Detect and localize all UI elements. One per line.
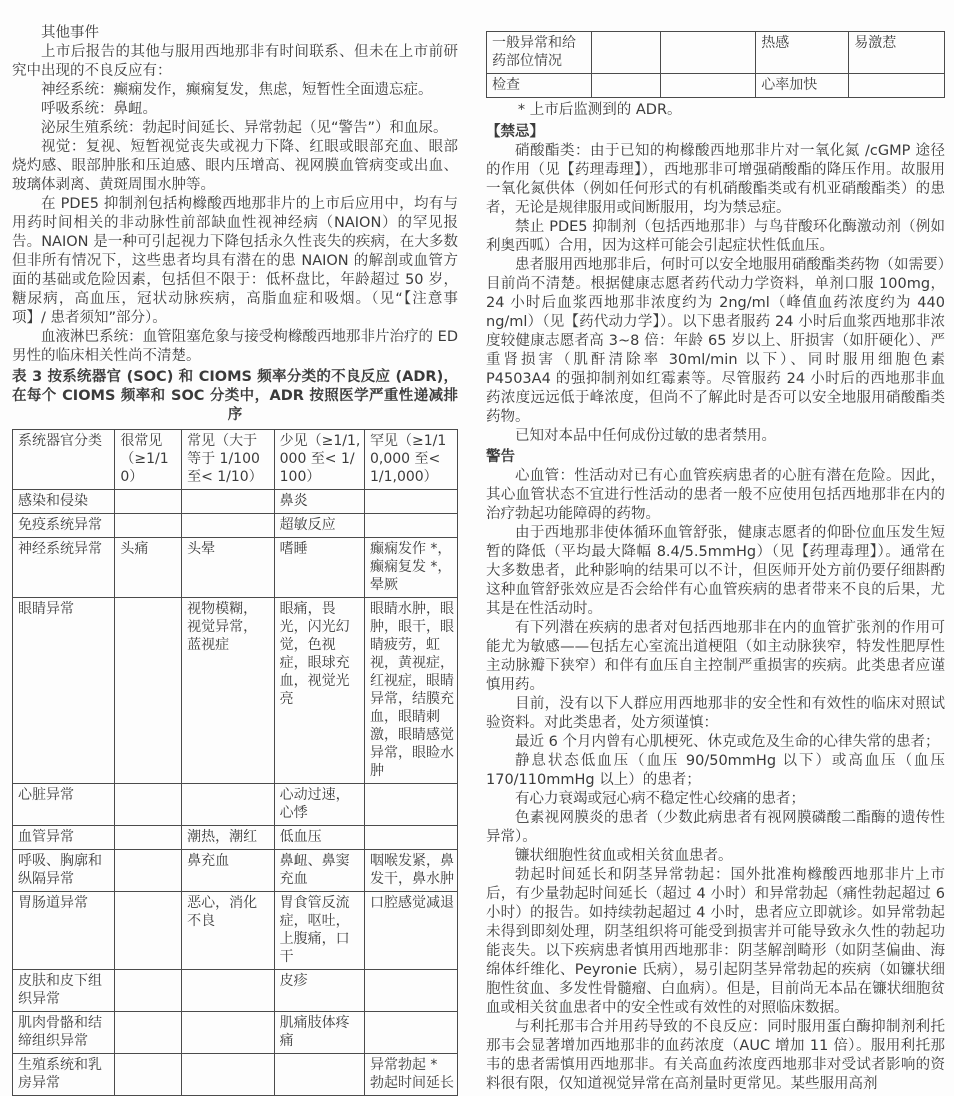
- adr-cell: [182, 970, 275, 1012]
- adr-table-row: [13, 850, 458, 892]
- adr-cell: 胃食管反流症，呕吐，上腹痛，口干: [274, 892, 364, 970]
- paragraph: 神经系统：癫痫发作，癫痫复发，焦虑，短暂性全面遗忘症。: [41, 82, 433, 98]
- adr-table-row: [13, 892, 458, 970]
- adr-cell: 鼻充血: [182, 850, 275, 892]
- adr-cell: [592, 74, 661, 98]
- adr-cell: 嗜睡: [274, 538, 364, 598]
- paragraph: 由于西地那非使体循环血管舒张，健康志愿者的仰卧位血压发生短暂的降低（平均最大降幅 8.4/5.5mmHg）（见【药理毒理】）。通常在大多数患者，此种影响的结果可以不计，但医师开处方前仍要仔细斟酌这种血管舒张效应是否会给伴有心血管疾病的患者带来不良的后果，尤其是在性活动时。: [486, 525, 945, 617]
- adr-table-row: [13, 514, 458, 538]
- adr-header-cell: 系统器官分类: [13, 430, 115, 490]
- paragraph: 泌尿生殖系统：勃起时间延长、异常勃起（见“警告”）和血尿。: [41, 120, 448, 136]
- paragraph: 目前，没有以下人群应用西地那非的安全性和有效性的临床对照试验资料。对此类患者，处方须谨慎：: [486, 696, 945, 731]
- adr-cell: 心动过速，心悸: [274, 784, 364, 826]
- adr-cell: [661, 74, 756, 98]
- paragraph: 有下列潜在疾病的患者对包括西地那非在内的血管扩张剂的作用可能尤为敏感——包括左心室流出道梗阻（如主动脉狭窄，特发性肥厚性主动脉瓣下狭窄）和伴有血压自主控制严重损害的疾病。此类患者应谨慎用药。: [486, 620, 945, 693]
- adr-cell: [182, 514, 275, 538]
- adr-table-row: [13, 598, 458, 784]
- adr-table-row: [13, 490, 458, 514]
- adr-cell: [274, 1054, 364, 1096]
- adr-table-row: [13, 1012, 458, 1054]
- adr-cell: 异常勃起 * 勃起时间延长: [364, 1054, 457, 1096]
- paragraph: 与利托那韦合并用药导致的不良反应：同时服用蛋白酶抑制剂利托那韦会显著增加西地那非的血药浓度（AUC 增加 11 倍）。服用利托那韦的患者需慎用西地那非。有关高血药浓度西地那非对受试者影响的资料很有限，仅知道视觉异常在高剂量时更常见。某些服用高剂: [486, 1019, 945, 1092]
- adr-header-cell: 少见（≥1/1,000 至< 1/100）: [274, 430, 364, 490]
- paragraph: 硝酸酯类：由于已知的枸橼酸西地那非片对一氧化氮 /cGMP 途径的作用（见【药理毒理】），西地那非可增强硝酸酯的降压作用。故服用一氧化氮供体（例如任何形式的有机硝酸酯类或有机亚硝酸酯类）的患者，无论是规律服用或间断服用，均为禁忌症。: [486, 143, 945, 216]
- adr-cell: [849, 74, 945, 98]
- adr-cell: 易激惹: [849, 32, 945, 74]
- paragraph: 患者服用西地那非后，何时可以安全地服用硝酸酯类药物（如需要）目前尚不清楚。根据健康志愿者药代动力学资料，单剂口服 100mg，24 小时后血浆西地那非浓度约为 2ng/ml（峰值血药浓度约为 440 ng/ml）（见【药代动力学】）。以下患者服药 24 小时后血浆西地那非浓度较健康志愿者高 3~8 倍：年龄 65 岁以上、肝损害（如肝硬化）、严重肾损害（肌酐清除率 30ml/min 以下）、同时服用细胞色素 P4503A4 的强抑制剂如红霉素等。尽管服药 24 小时后的西地那非血药浓度远远低于峰浓度，但尚不了解此时是否可以安全地服用硝酸酯类药物。: [486, 257, 945, 425]
- adr-cell: [115, 490, 182, 514]
- adr-cell: [661, 32, 756, 74]
- paragraph: 在 PDE5 抑制剂包括枸橼酸西地那非片的上市后应用中，均有与用药时间相关的非动脉性前部缺血性视神经病（NAION）的罕见报告。NAION 是一种可引起视力下降包括永久性丧失的疾病，在大多数但非所有情况下，这些患者均具有潜在的患 NAION 的解剖或血管方面的基础或危险因素，包括但不限于：低杯盘比，年龄超过 50 岁，糖尿病，高血压，冠状动脉疾病，高脂血症和吸烟。（见“【注意事项】/ 患者须知”部分）。: [12, 196, 458, 326]
- adr-cell: [364, 970, 457, 1012]
- table3-caption: 表 3 按系统器官 (SOC) 和 CIOMS 频率分类的不良反应 (ADR)，在每个 CIOMS 频率和 SOC 分类中，ADR 按照医学严重性递减排序: [12, 369, 458, 423]
- paragraph: 镰状细胞性贫血或相关贫血患者。: [515, 848, 733, 864]
- adr-cell: 口腔感觉减退: [364, 892, 457, 970]
- adr-cell: 鼻炎: [274, 490, 364, 514]
- table-footnote: * 上市后监测到的 ADR。: [517, 102, 682, 118]
- adr-header-cell: 很常见（≥1/10）: [115, 430, 182, 490]
- adr-cell: 皮疹: [274, 970, 364, 1012]
- adr-cell: 头痛: [115, 538, 182, 598]
- adr-cell: 胃肠道异常: [13, 892, 115, 970]
- adr-cell: [115, 970, 182, 1012]
- adr-cell: [115, 826, 182, 850]
- contraindications-warnings-sections: [486, 122, 945, 1094]
- paragraph: 静息状态低血压（血压 90/50mmHg 以下）或高血压（血压 170/110mmHg 以上）的患者；: [486, 753, 945, 788]
- adr-cell: 头晕: [182, 538, 275, 598]
- adr-cell: 免疫系统异常: [13, 514, 115, 538]
- adr-cell: 心率加快: [756, 74, 849, 98]
- adr-cell: 神经系统异常: [13, 538, 115, 598]
- adr-cell: 感染和侵染: [13, 490, 115, 514]
- adr-cell: 肌肉骨骼和结缔组织异常: [13, 1012, 115, 1054]
- adr-cell: 眼睛异常: [13, 598, 115, 784]
- adr-table-row: [13, 784, 458, 826]
- adr-cell: 血管异常: [13, 826, 115, 850]
- adr-table-row: [487, 32, 945, 74]
- adr-table-row: [13, 970, 458, 1012]
- paragraph: 呼吸系统：鼻衄。: [41, 101, 157, 117]
- adr-cell: [364, 826, 457, 850]
- adr-cell: 鼻衄、鼻窦充血: [274, 850, 364, 892]
- adr-table-header-row: [13, 430, 458, 490]
- adr-table-continued: [486, 31, 945, 98]
- adr-cell: 皮肤和皮下组织异常: [13, 970, 115, 1012]
- adr-cell: [592, 32, 661, 74]
- adr-cell: [364, 490, 457, 514]
- adr-cell: 恶心，消化不良: [182, 892, 275, 970]
- adr-cell: 视物模糊，视觉异常，蓝视症: [182, 598, 275, 784]
- adr-cell: 咽喉发紧，鼻发干，鼻水肿: [364, 850, 457, 892]
- adr-header-cell: 罕见（≥1/10,000 至< 1/1,000）: [364, 430, 457, 490]
- paragraph: 最近 6 个月内曾有心肌梗死、休克或危及生命的心律失常的患者；: [515, 734, 940, 750]
- paragraph: 色素视网膜炎的患者（少数此病患者有视网膜磷酸二酯酶的遗传性异常）。: [486, 810, 945, 845]
- adr-cell: [182, 1012, 275, 1054]
- adr-cell: 潮热，潮红: [182, 826, 275, 850]
- paragraph: 其他事件: [41, 25, 99, 41]
- adr-cell: 肌痛肢体疼痛: [274, 1012, 364, 1054]
- adr-cell: 超敏反应: [274, 514, 364, 538]
- paragraph: 心血管：性活动对已有心血管疾病患者的心脏有潜在危险。因此，其心血管状态不宜进行性活动的患者一般不应使用包括西地那非在内的治疗勃起功能障碍的药物。: [486, 468, 945, 522]
- paragraph: 血液淋巴系统：血管阻塞危象与接受枸橼酸西地那非片治疗的 ED 男性的临床相关性尚不清楚。: [12, 329, 458, 364]
- adr-cell: 检查: [487, 74, 592, 98]
- adr-table: [12, 429, 458, 1096]
- adr-table-row: [13, 826, 458, 850]
- paragraph: 已知对本品中任何成份过敏的患者禁用。: [515, 428, 776, 444]
- adr-cell: 眼痛，畏光，闪光幻觉，色视症，眼球充血，视觉光亮: [274, 598, 364, 784]
- adr-cell: 低血压: [274, 826, 364, 850]
- adr-cell: 热感: [756, 32, 849, 74]
- adr-cell: [115, 1012, 182, 1054]
- paragraph: 禁止 PDE5 抑制剂（包括西地那非）与鸟苷酸环化酶激动剂（例如利奥西呱）合用，因为这样可能会引起症状性低血压。: [486, 219, 945, 254]
- adr-cell: [182, 784, 275, 826]
- adr-cell: [115, 1054, 182, 1096]
- adr-table-row: [13, 1054, 458, 1096]
- adr-cell: [182, 1054, 275, 1096]
- adr-cell: [115, 514, 182, 538]
- adr-cell: [115, 892, 182, 970]
- left-column: [12, 24, 458, 1091]
- adr-cell: 心脏异常: [13, 784, 115, 826]
- adr-header-cell: 常见（大于等于 1/100 至< 1/10）: [182, 430, 275, 490]
- adr-cell: 呼吸、胸廓和纵隔异常: [13, 850, 115, 892]
- adr-cell: [364, 1012, 457, 1054]
- paragraph: 有心力衰竭或冠心病不稳定性心绞痛的患者；: [515, 791, 805, 807]
- paragraph: 视觉：复视、短暂视觉丧失或视力下降、红眼或眼部充血、眼部烧灼感、眼部肿胀和压迫感、眼内压增高、视网膜血管病变或出血、玻璃体剥离、黄斑周围水肿等。: [12, 139, 458, 193]
- adr-cell: 癫痫发作 *，癫痫复发 *，晕厥: [364, 538, 457, 598]
- adr-cell: [115, 784, 182, 826]
- adr-cell: 生殖系统和乳房异常: [13, 1054, 115, 1096]
- adr-table-row: [487, 74, 945, 98]
- other-events-section: [12, 24, 458, 366]
- adr-cell: 一般异常和给药部位情况: [487, 32, 592, 74]
- adr-cell: [182, 490, 275, 514]
- adr-cell: [115, 850, 182, 892]
- adr-table-row: [13, 538, 458, 598]
- adr-cell: [115, 598, 182, 784]
- adr-cell: 眼睛水肿，眼肿，眼干，眼睛疲劳，虹视，黄视症，红视症，眼睛异常，结膜充血，眼睛刺激，眼睛感觉异常，眼睑水肿: [364, 598, 457, 784]
- adr-cell: [364, 784, 457, 826]
- section-heading: 警告: [486, 449, 515, 465]
- adr-cell: [364, 514, 457, 538]
- paragraph: 勃起时间延长和阴茎异常勃起：国外批准枸橼酸西地那非片上市后，有少量勃起时间延长（超过 4 小时）和异常勃起（痛性勃起超过 6 小时）的报告。如持续勃起超过 4 小时，患者应立即就诊。如异常勃起未得到即刻处理，阴茎组织将可能受到损害并可能导致永久性的勃起功能丧失。以下疾病患者慎用西地那非：阴茎解剖畸形（如阴茎偏曲、海绵体纤维化、Peyronie 氏病），易引起阴茎异常勃起的疾病（如镰状细胞性贫血、多发性骨髓瘤、白血病）。但是，目前尚无本品在镰状细胞贫血或相关贫血患者中的安全性或有效性的对照临床数据。: [486, 867, 945, 1016]
- paragraph: 上市后报告的其他与服用西地那非有时间联系、但未在上市前研究中出现的不良反应有：: [12, 44, 458, 79]
- section-heading: 【禁忌】: [486, 124, 544, 140]
- right-column: [486, 24, 945, 1092]
